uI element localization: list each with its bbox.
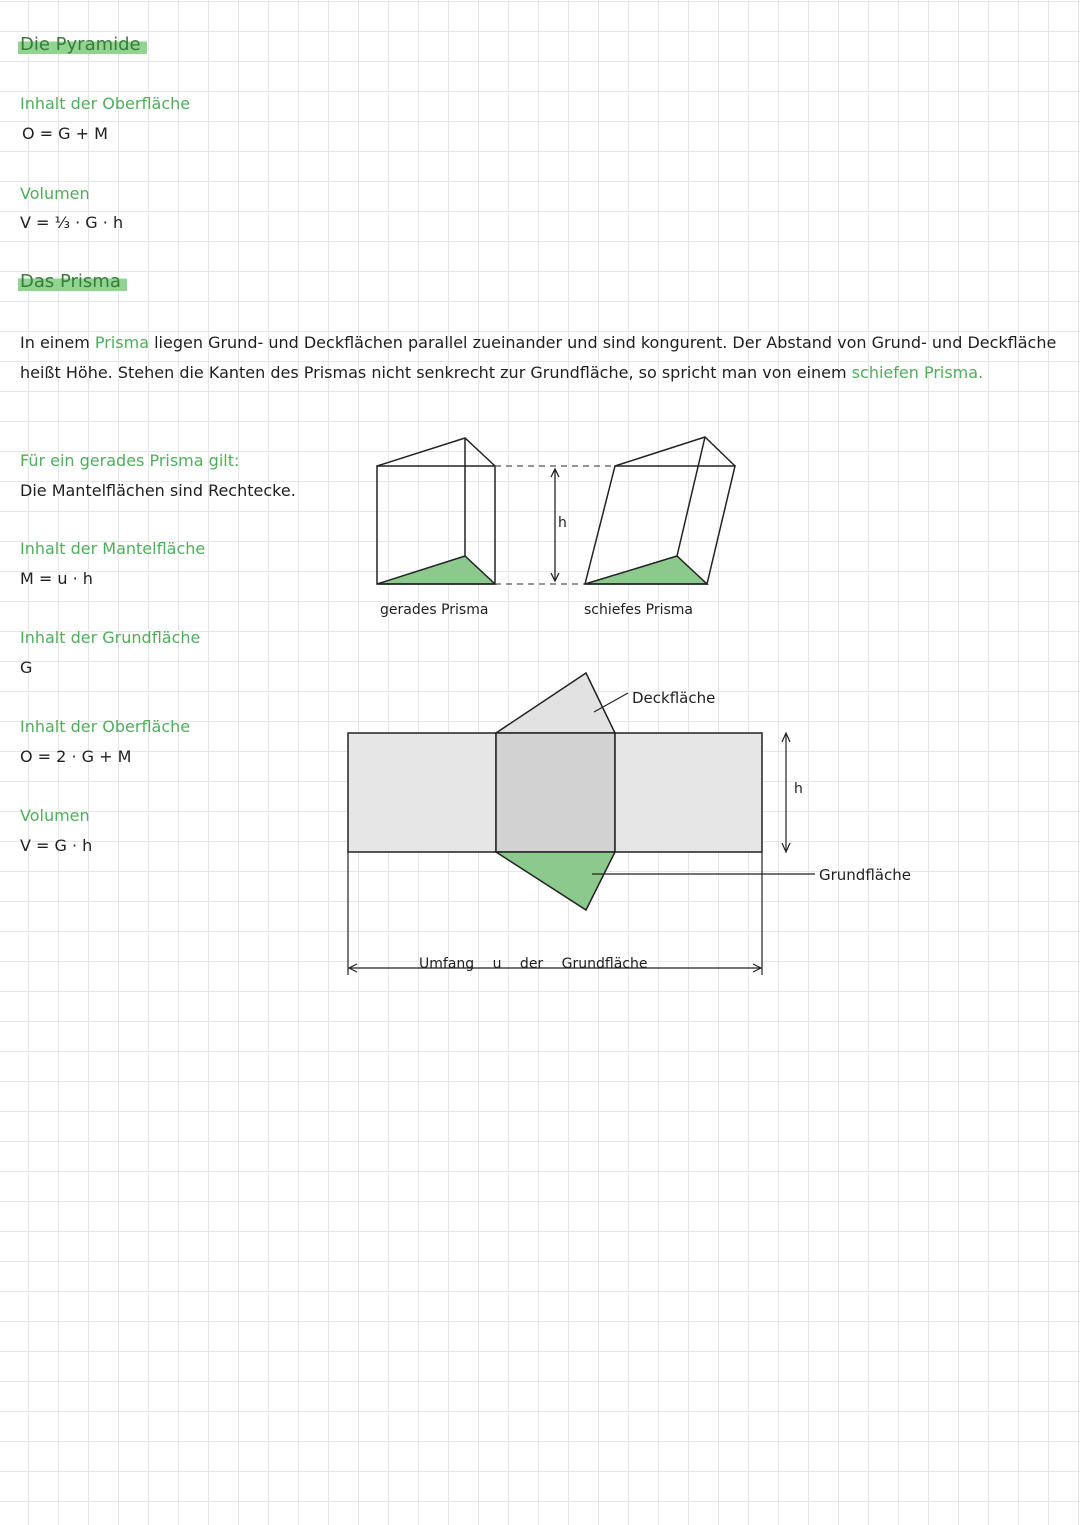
- intro-part-3: liegen Grund- und Deckflächen parallel zueinander und sind kongurent. Der Abstand von Grund- und Deckfläche heißt Höhe. Stehen die Kanten des Prismas nicht senkrecht zur Grundfläche, so spricht man von einem: [20, 333, 1057, 382]
- caption-oblique-prism: schiefes Prisma: [584, 602, 694, 618]
- prism-surface-formula: O = 2 · G + M: [20, 747, 132, 766]
- prism-surface-label: Inhalt der Oberfläche: [20, 717, 191, 736]
- lateral-area-label: Inhalt der Mantelfläche: [20, 539, 206, 558]
- fig1-height-label: h: [558, 515, 567, 531]
- intro-part-1: In einem: [20, 333, 95, 352]
- straight-prism-heading: Für ein gerades Prisma gilt:: [20, 451, 240, 470]
- caption-straight-prism: gerades Prisma: [380, 602, 489, 618]
- net-perimeter-label: Umfang u der Grundfläche: [419, 956, 648, 972]
- straight-prism-drawing: [377, 438, 495, 584]
- net-top-face: [496, 673, 615, 733]
- pyramid-volume-formula: V = ⅓ · G · h: [20, 213, 124, 232]
- prism-volume-formula: V = G · h: [20, 836, 93, 855]
- net-lateral-middle: [496, 733, 615, 852]
- pyramid-surface-formula: O = G + M: [22, 124, 108, 143]
- pyramid-title: Die Pyramide: [18, 34, 147, 56]
- net-base-face: [496, 852, 615, 910]
- height-marker: [495, 466, 615, 584]
- oblique-prism-base: [585, 556, 707, 584]
- net-lateral-right: [615, 733, 762, 852]
- net-base-face-label: Grundfläche: [819, 866, 911, 884]
- prism-volume-label: Volumen: [20, 806, 90, 825]
- net-lateral-left: [348, 733, 496, 852]
- prism-title: Das Prisma: [18, 271, 127, 293]
- intro-term-oblique: schiefen Prisma.: [851, 363, 984, 382]
- straight-prism-base: [377, 556, 495, 584]
- straight-prism-text: Die Mantelflächen sind Rechtecke.: [20, 481, 296, 500]
- pyramid-volume-label: Volumen: [20, 184, 90, 203]
- oblique-prism-back-edge: [677, 437, 705, 556]
- net-top-face-label: Deckfläche: [632, 689, 716, 707]
- oblique-prism-top-back: [615, 437, 735, 466]
- straight-prism-top-back: [377, 438, 495, 466]
- base-area-label: Inhalt der Grundfläche: [20, 628, 201, 647]
- oblique-prism-drawing: [585, 437, 735, 584]
- intro-term-prism: Prisma: [94, 333, 150, 352]
- lateral-area-formula: M = u · h: [20, 569, 93, 588]
- net-height-label: h: [794, 781, 803, 797]
- base-area-symbol: G: [20, 658, 33, 677]
- pyramid-surface-label: Inhalt der Oberfläche: [20, 94, 191, 113]
